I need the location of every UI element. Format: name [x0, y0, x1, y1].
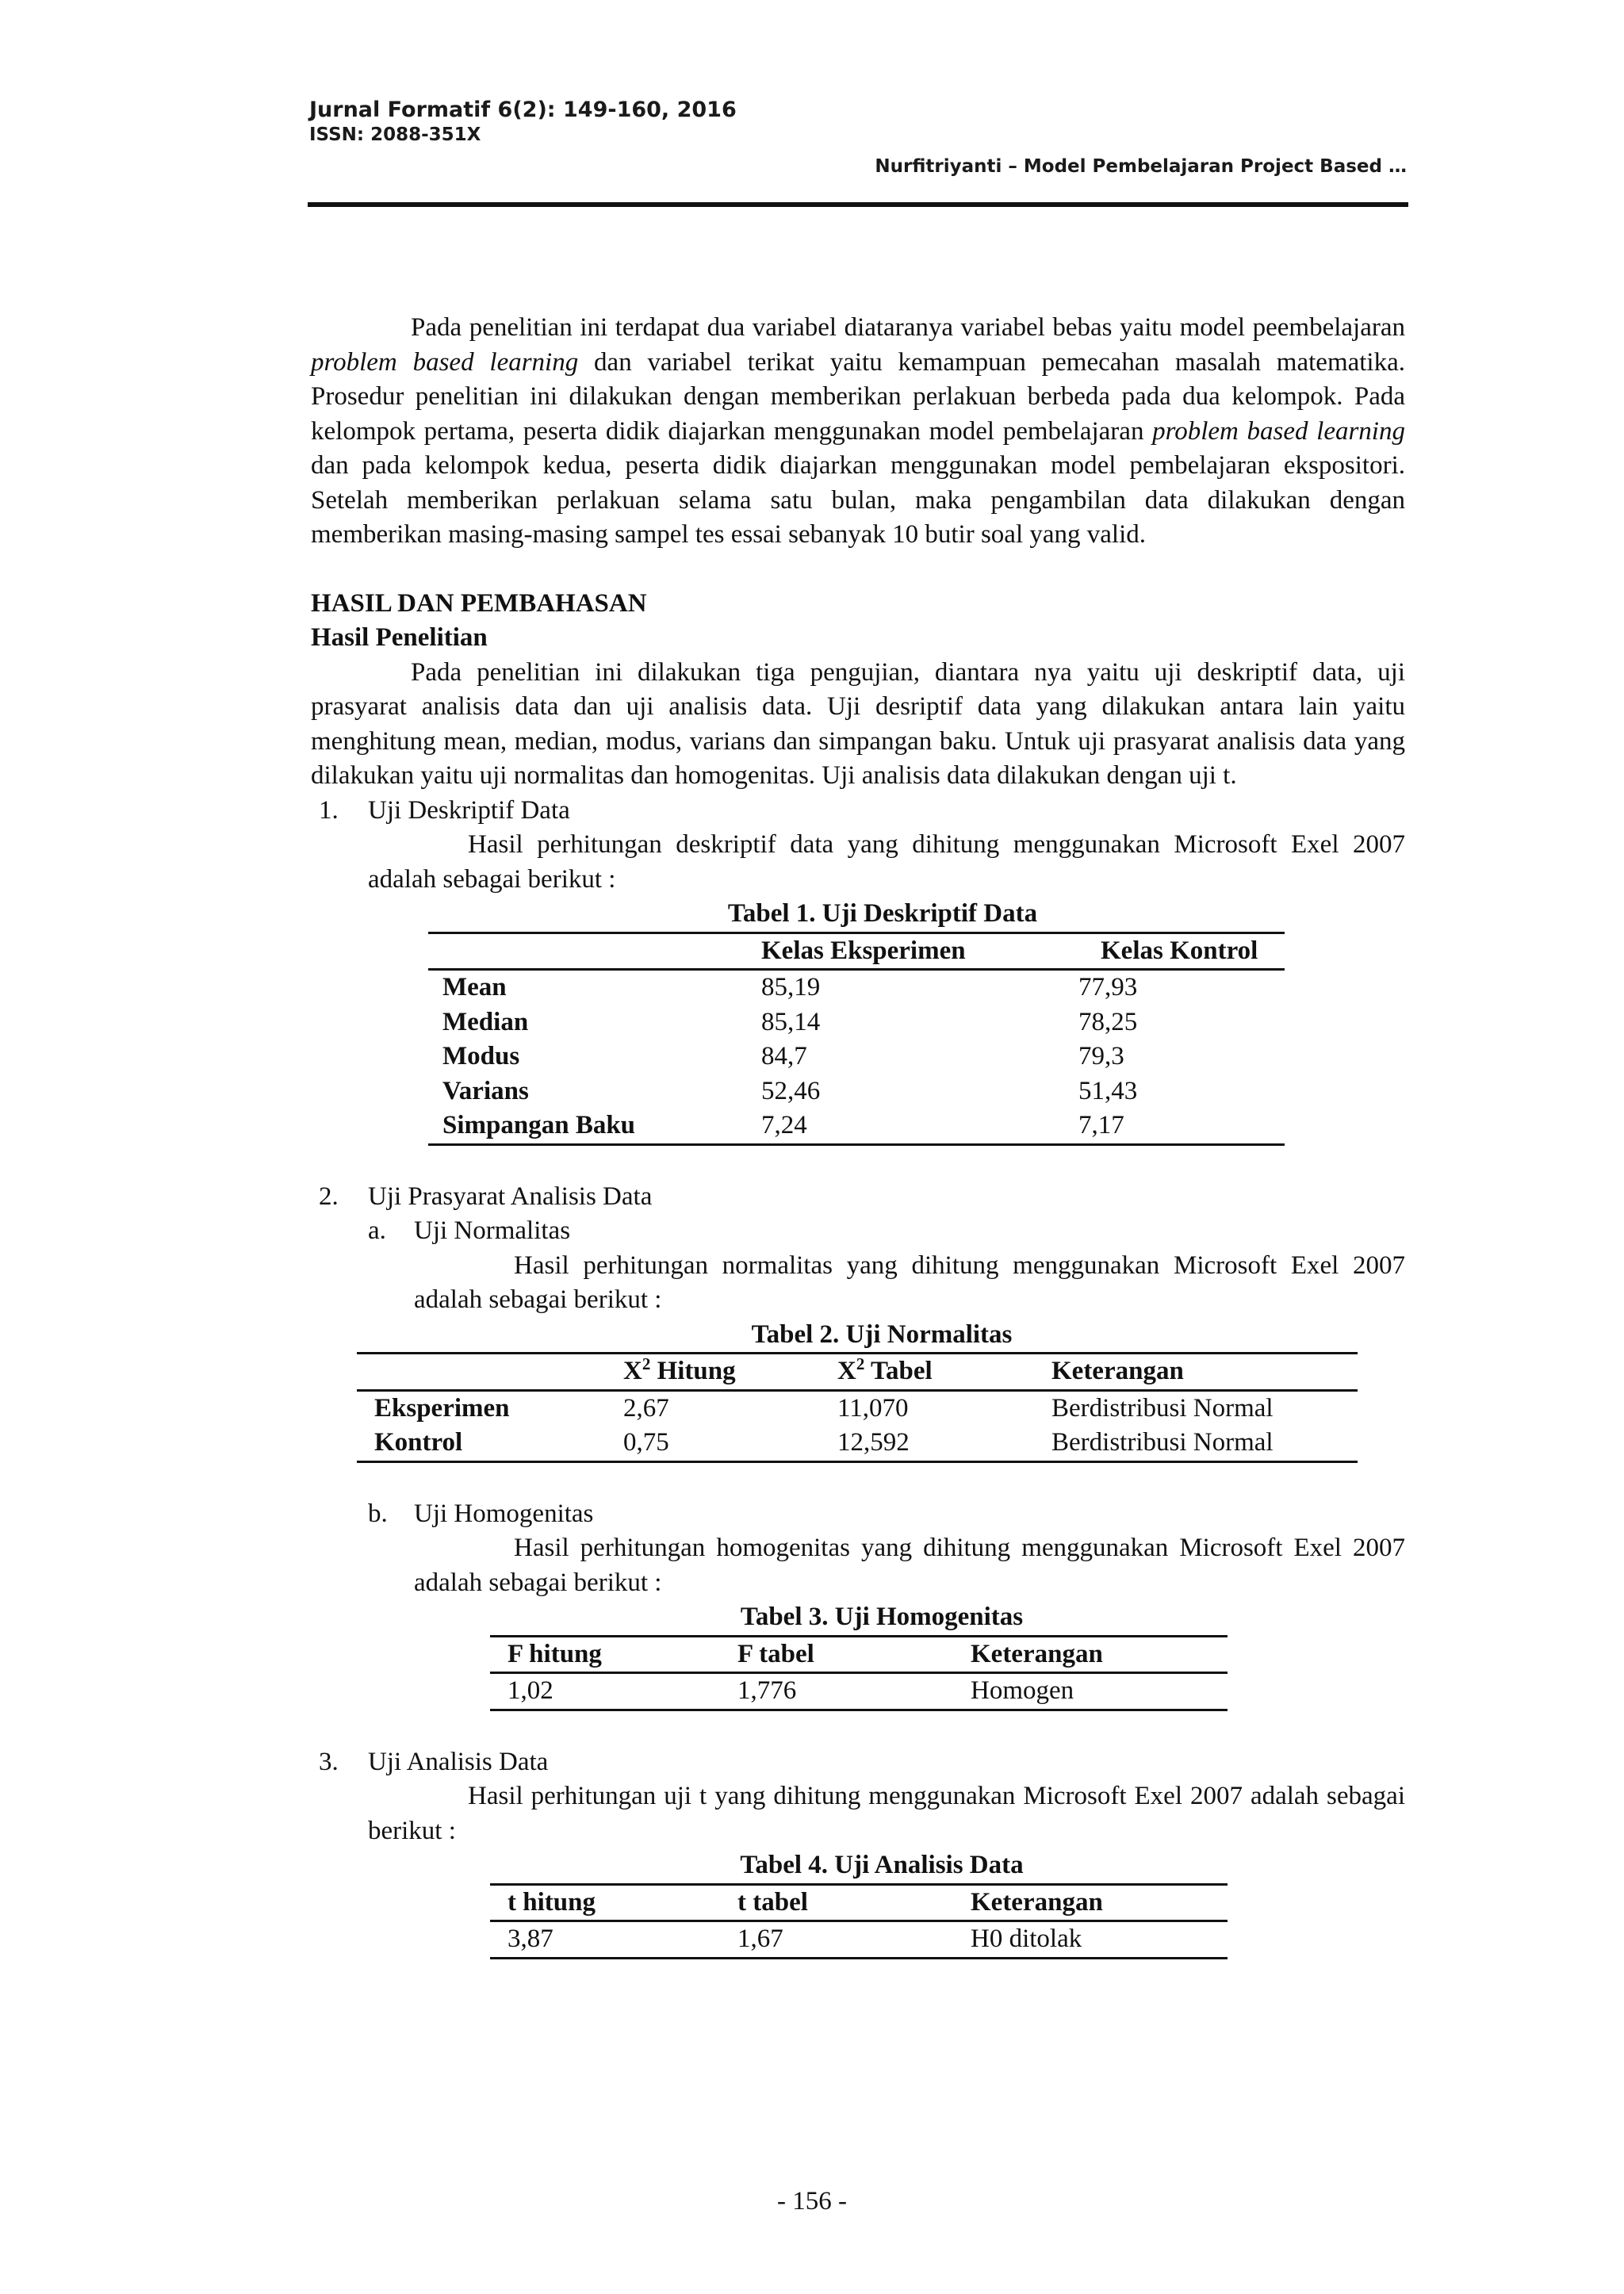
table-cell: 2,67 — [623, 1393, 669, 1423]
table-header-cell: $X^2$ Tabel — [837, 1354, 933, 1385]
table-row — [428, 1074, 1285, 1109]
spacer — [311, 553, 1405, 587]
table-cell: 1,776 — [737, 1676, 797, 1705]
table-cell: 85,14 — [761, 1007, 821, 1036]
spacer — [311, 1146, 1405, 1180]
table-row — [357, 1390, 1358, 1426]
running-title: Nurfitriyanti – Model Pembelajaran Project Based … — [875, 156, 1407, 177]
table-cell: H0 ditolak — [971, 1924, 1082, 1953]
table-header-cell: t tabel — [737, 1887, 808, 1917]
intro-paragraph — [311, 311, 1405, 553]
item2a-body — [414, 1249, 1405, 1318]
table2 — [357, 1352, 1358, 1463]
table-cell: 77,93 — [1078, 973, 1138, 1001]
item2b — [368, 1497, 1405, 1601]
table-cell: Kontrol — [374, 1428, 463, 1457]
table-header-row — [490, 1636, 1228, 1673]
table-header-row — [357, 1354, 1358, 1391]
table-row — [490, 1673, 1228, 1710]
list-number: 2. — [319, 1181, 339, 1211]
table-header-cell: t hitung — [508, 1887, 596, 1917]
table-row — [428, 1040, 1285, 1074]
table-row — [428, 1005, 1285, 1040]
table-cell: Mean — [442, 973, 507, 1001]
table-cell: 0,75 — [623, 1428, 669, 1457]
intro-italic-1: problem based learning — [311, 347, 579, 377]
spacer — [311, 1711, 1405, 1745]
intro-text-2: dan variabel terikat yaitu kemampuan pemecahan masalah matematika. Prosedur penelitian ini dilakukan dengan memberikan perlakuan berbeda pada dua kelompok. Pada kelompok pertama, peserta didik diajarkan menggunakan model pembelajaran — [311, 347, 1405, 446]
table-header-row — [490, 1884, 1228, 1921]
table-row — [428, 970, 1285, 1005]
table-cell: Modus — [442, 1042, 520, 1070]
table-header-cell: Keterangan — [971, 1887, 1103, 1917]
table-cell: 52,46 — [761, 1076, 821, 1105]
item1-body — [368, 828, 1405, 1146]
intro-italic-2: problem based learning — [1152, 416, 1405, 446]
table-cell: 85,19 — [761, 973, 821, 1001]
table-header-cell: Keterangan — [1051, 1357, 1184, 1385]
table-cell: 7,17 — [1078, 1111, 1124, 1139]
table-header-cell: Keterangan — [971, 1639, 1103, 1668]
table-header-cell: $X^2$ Hitung — [623, 1354, 736, 1385]
table1 — [428, 932, 1285, 1146]
list-title: Uji Prasyarat Analisis Data — [368, 1181, 653, 1211]
table-cell: Berdistribusi Normal — [1051, 1428, 1274, 1457]
table-header-cell: F hitung — [508, 1639, 602, 1668]
intro-text-3: dan pada kelompok kedua, peserta didik diajarkan menggunakan model pembelajaran ekspositori. Setelah memberikan perlakuan selama satu bulan, maka pengambilan data dilakukan dengan memberikan masing-masing sampel tes essai sebanyak 10 butir soal yang valid. — [311, 451, 1405, 549]
list-title: Uji Deskriptif Data — [368, 795, 570, 825]
journal-citation: Jurnal Formatif 6(2): 149-160, 2016 — [309, 98, 737, 122]
table-cell: 84,7 — [761, 1042, 807, 1070]
table2-caption: Tabel 2. Uji Normalitas — [751, 1319, 1013, 1349]
item2b-text: Hasil perhitungan homogenitas yang dihitung menggunakan Microsoft Exel 2007 adalah sebagai berikut : — [414, 1534, 1405, 1597]
table-cell: Median — [442, 1007, 529, 1036]
item2b-body — [414, 1531, 1405, 1600]
table-cell: 78,25 — [1078, 1007, 1138, 1036]
list-letter: b. — [368, 1499, 388, 1528]
table-header-cell — [357, 1354, 623, 1391]
list-item-2 — [311, 1180, 1405, 1215]
intro-text-1: Pada penelitian ini terdapat dua variabel diataranya variabel bebas yaitu model peembelajaran — [411, 313, 1405, 342]
section-heading: HASIL DAN PEMBAHASAN — [311, 588, 647, 618]
table-header-row — [428, 933, 1285, 970]
journal-issn: ISSN: 2088-351X — [309, 124, 481, 145]
list-title: Uji Normalitas — [414, 1216, 571, 1245]
item2a — [368, 1214, 1405, 1318]
table-row — [357, 1426, 1358, 1461]
item3-body — [368, 1779, 1405, 1848]
item1-text: Hasil perhitungan deskriptif data yang dihitung menggunakan Microsoft Exel 2007 adalah sebagai berikut : — [368, 830, 1405, 894]
page-body — [311, 311, 1405, 1959]
table-cell: Homogen — [971, 1676, 1074, 1705]
page-number: - 156 - — [777, 2187, 847, 2215]
header-rule — [308, 202, 1408, 207]
table-cell: Simpangan Baku — [442, 1111, 636, 1139]
results-paragraph: Pada penelitian ini dilakukan tiga pengujian, diantara nya yaitu uji deskriptif data, uji prasyarat analisis data dan uji analisis data. Uji desriptif data yang dilakukan antara lain yaitu menghitung mean, median, modus, varians dan simpangan baku. Untuk uji prasyarat analisis data yang dilakukan yaitu uji normalitas dan homogenitas. Uji analisis data dilakukan dengan uji t. — [311, 657, 1405, 790]
table-header-cell: Kelas Eksperimen — [761, 936, 966, 965]
list-item-3 — [311, 1745, 1405, 1780]
table-cell: 51,43 — [1078, 1076, 1138, 1105]
table1-caption: Tabel 1. Uji Deskriptif Data — [727, 899, 1038, 928]
spacer — [311, 1463, 1405, 1497]
list-title: Uji Homogenitas — [414, 1499, 594, 1528]
table-header-cell — [428, 933, 744, 970]
table-cell: 7,24 — [761, 1111, 807, 1139]
table-cell: 1,02 — [508, 1676, 553, 1705]
list-item-1 — [311, 794, 1405, 829]
table-cell: 11,070 — [837, 1393, 909, 1423]
table-header-cell: Kelas Kontrol — [1101, 936, 1258, 965]
table-header-cell: F tabel — [737, 1639, 814, 1668]
table-cell: Eksperimen — [374, 1393, 510, 1423]
table4 — [490, 1883, 1228, 1959]
table-row — [490, 1921, 1228, 1959]
list-letter: a. — [368, 1216, 386, 1245]
running-header-left — [309, 97, 737, 146]
list-number: 3. — [319, 1747, 339, 1776]
table3-caption: Tabel 3. Uji Homogenitas — [740, 1603, 1024, 1631]
list-title: Uji Analisis Data — [368, 1747, 549, 1776]
item2a-text: Hasil perhitungan normalitas yang dihitung menggunakan Microsoft Exel 2007 adalah sebagai berikut : — [414, 1250, 1405, 1314]
table-row — [428, 1109, 1285, 1144]
list-item-2a — [368, 1214, 1405, 1249]
table-cell: Berdistribusi Normal — [1051, 1393, 1274, 1423]
table-cell: 79,3 — [1078, 1042, 1124, 1070]
list-item-2b — [368, 1497, 1405, 1532]
table3 — [490, 1635, 1228, 1711]
subsection-heading: Hasil Penelitian — [311, 623, 488, 652]
table-cell: 1,67 — [737, 1924, 783, 1953]
table-cell: 12,592 — [837, 1428, 910, 1457]
table-cell: Varians — [442, 1076, 529, 1105]
table4-caption: Tabel 4. Uji Analisis Data — [740, 1851, 1024, 1879]
list-number: 1. — [319, 795, 339, 825]
table-cell: 3,87 — [508, 1924, 553, 1953]
item3-text: Hasil perhitungan uji t yang dihitung menggunakan Microsoft Exel 2007 adalah sebagai berikut : — [368, 1782, 1405, 1845]
